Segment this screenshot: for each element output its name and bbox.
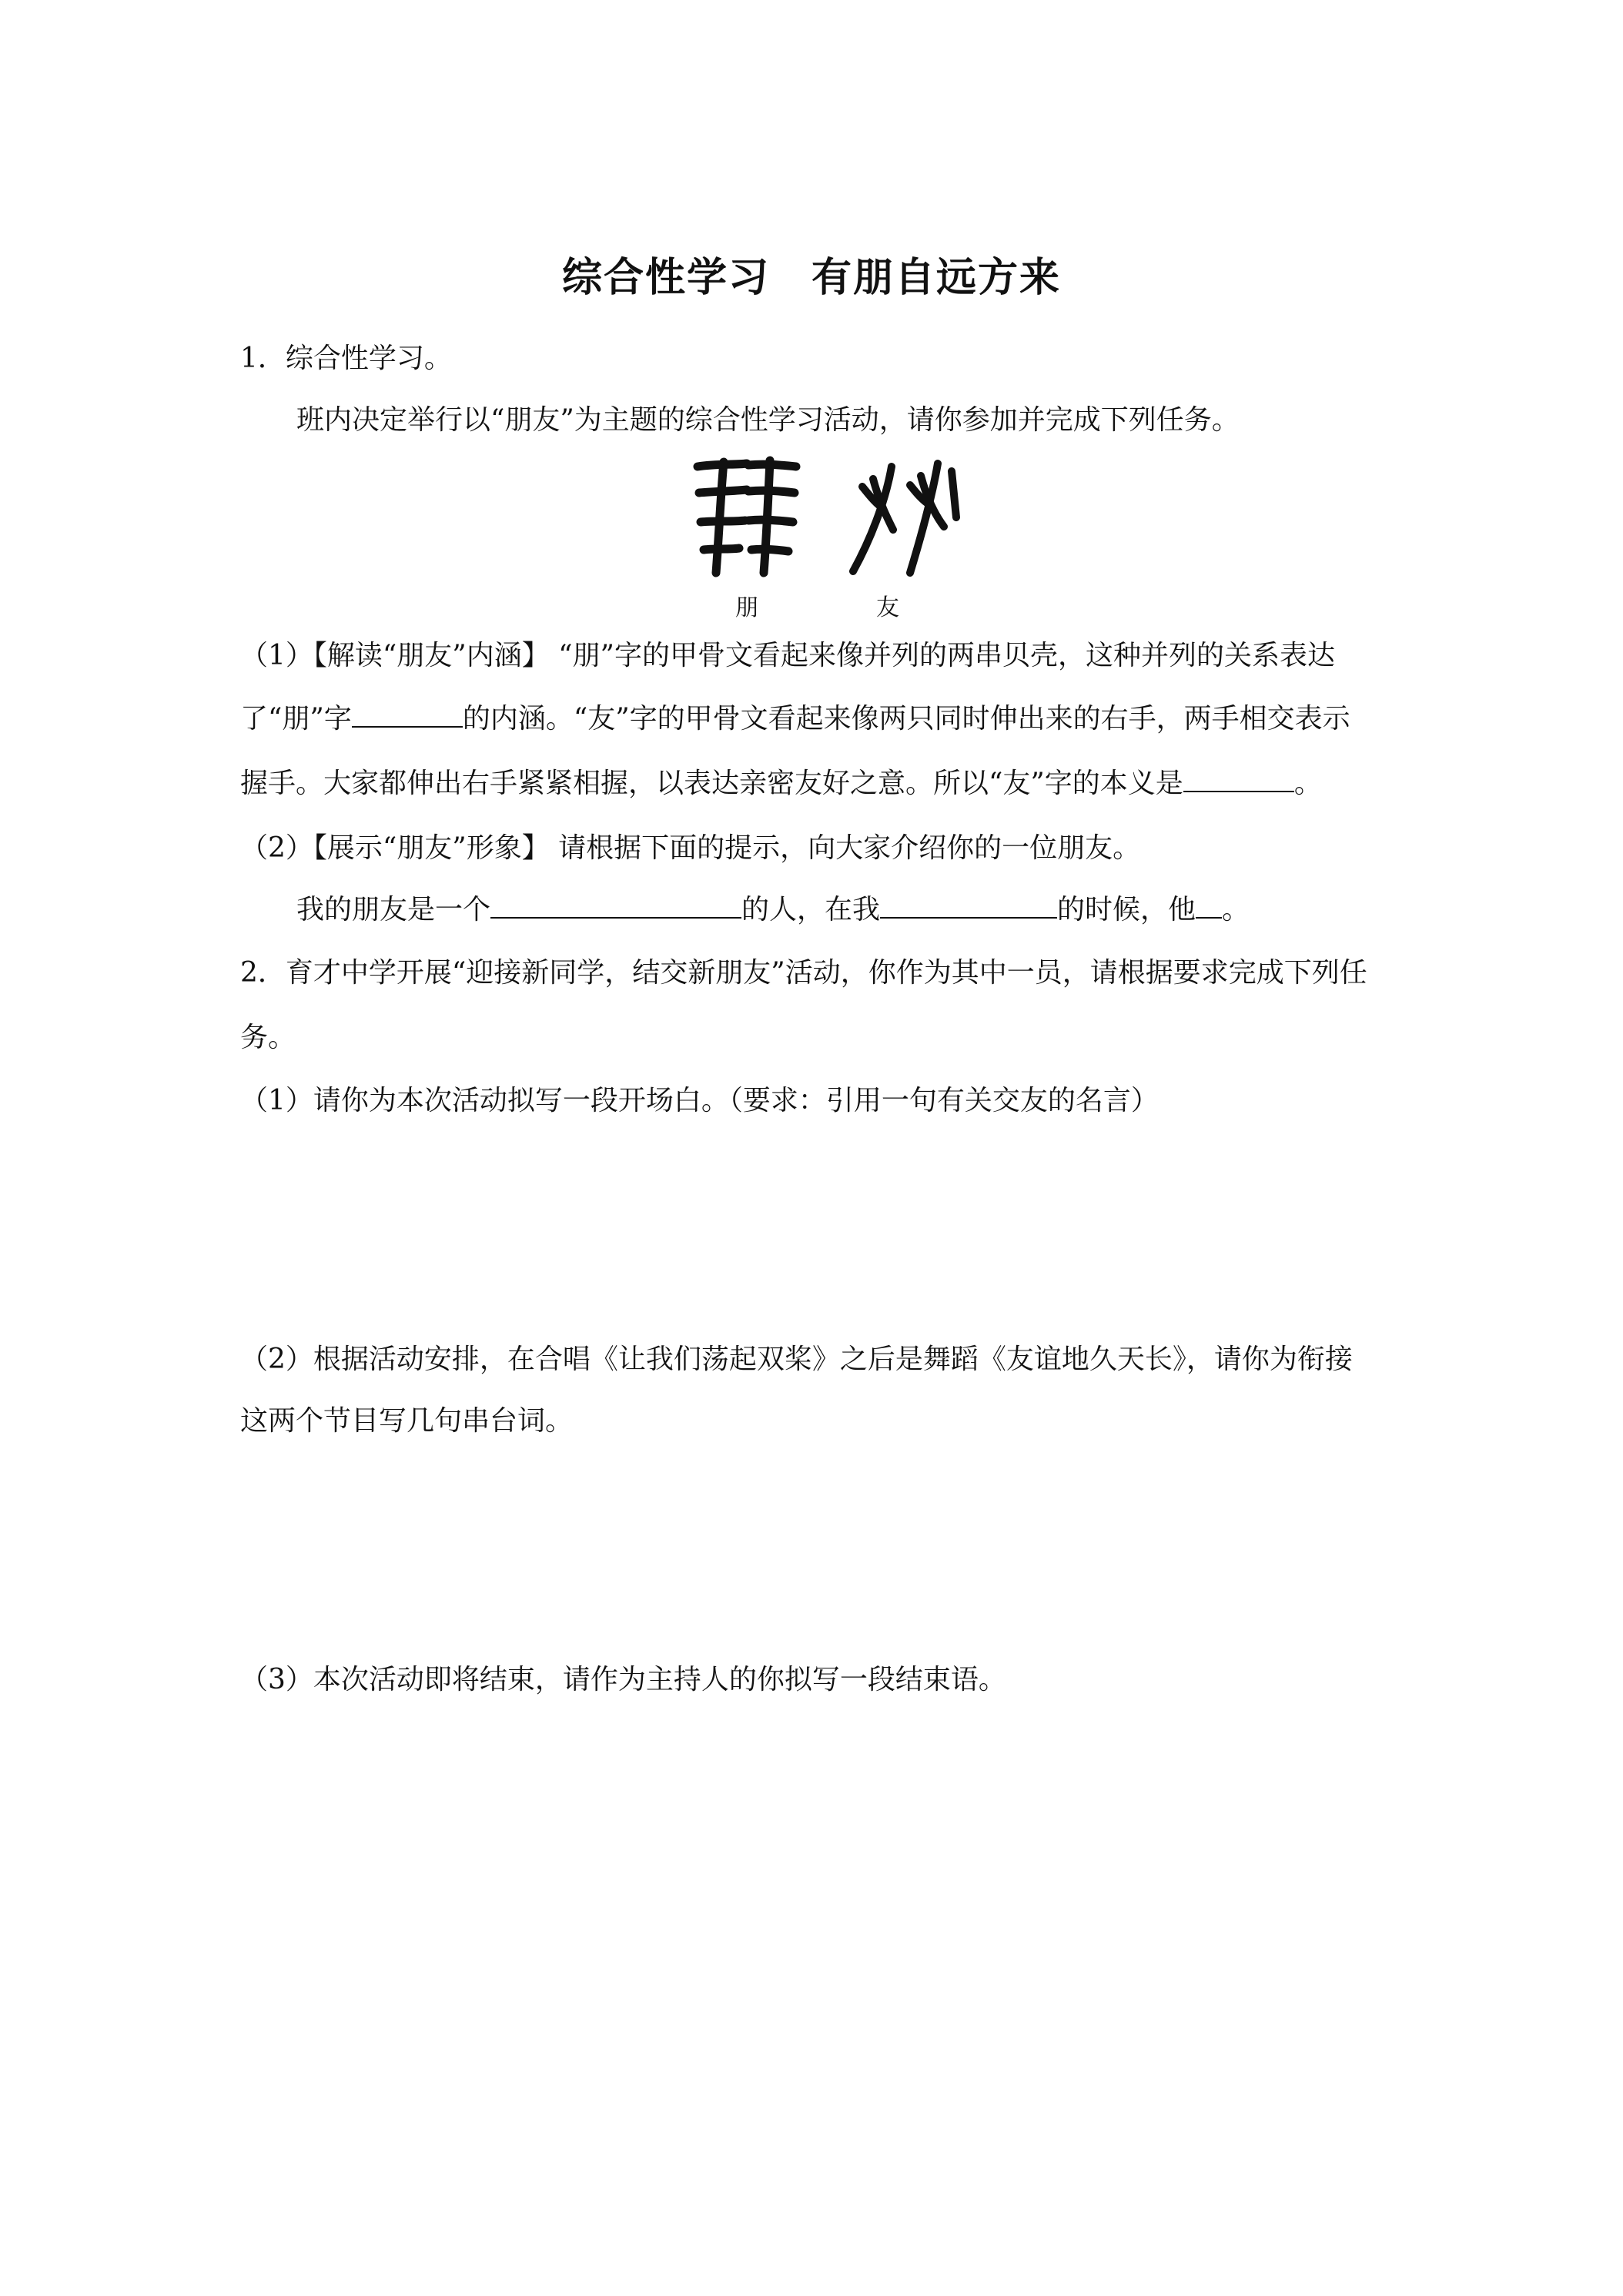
q2-line1: 2．育才中学开展“迎接新同学，结交新朋友”活动，你作为其中一员，请根据要求完成下列任 [240, 957, 1367, 989]
glyph-caption-peng: 朋 [735, 594, 758, 621]
answer-blank-peng-meaning[interactable] [352, 703, 463, 728]
q1-part2-text-b: 的人，在我 [741, 894, 881, 925]
q1-part2-text-a: 我的朋友是一个 [296, 894, 491, 925]
q1-part2-line1: （2）【展示“朋友”形象】 请根据下面的提示，向大家介绍你的一位朋友。 [240, 832, 1141, 864]
q1-part2-text-d: 。 [1222, 894, 1250, 925]
q1-part2-text-c: 的时候，他 [1057, 894, 1196, 925]
q1-part1-line1: （1）【解读“朋友”内涵】 “朋”字的甲骨文看起来像并列的两串贝壳，这种并列的关系表达 [240, 640, 1335, 671]
q1-part1-line3 [240, 767, 1322, 801]
q2-sub2-line1: （2）根据活动安排，在合唱《让我们荡起双桨》之后是舞蹈《友谊地久天长》，请你为衔接 [240, 1344, 1353, 1375]
q1-part1-line2 [240, 702, 1350, 736]
q2-sub1: （1）请你为本次活动拟写一段开场白。（要求：引用一句有关交友的名言） [240, 1085, 1159, 1116]
answer-blank-situation[interactable] [880, 894, 1057, 919]
q1-part1-line3-text-b: 。 [1293, 768, 1322, 799]
q1-intro: 班内决定举行以“朋友”为主题的综合性学习活动，请你参加并完成下列任务。 [296, 404, 1240, 436]
q1-part2-line2 [296, 893, 1250, 927]
q2-sub3: （3）本次活动即将结束，请作为主持人的你拟写一段结束语。 [240, 1664, 1006, 1695]
q1-heading: 1．综合性学习。 [240, 343, 452, 374]
oracle-bone-you-glyph [847, 456, 962, 579]
oracle-bone-peng-glyph [693, 456, 801, 579]
answer-blank-you-meaning[interactable] [1183, 768, 1294, 792]
q1-part1-line2-text-b: 的内涵。“友”字的甲骨文看起来像两只同时伸出来的右手，两手相交表示 [462, 703, 1350, 735]
page-title: 综合性学习 有朋自远方来 [561, 255, 1061, 301]
answer-blank-action[interactable] [1196, 894, 1222, 919]
q1-part1-line3-text-a: 握手。大家都伸出右手紧紧相握，以表达亲密友好之意。所以“友”字的本义是 [240, 768, 1183, 799]
q2-sub2-line2: 这两个节目写几句串台词。 [240, 1405, 574, 1437]
answer-blank-friend-trait[interactable] [490, 894, 741, 919]
q2-line2: 务。 [240, 1022, 296, 1053]
glyph-caption-you: 友 [876, 594, 899, 621]
q1-part1-line2-text-a: 了“朋”字 [240, 703, 352, 735]
